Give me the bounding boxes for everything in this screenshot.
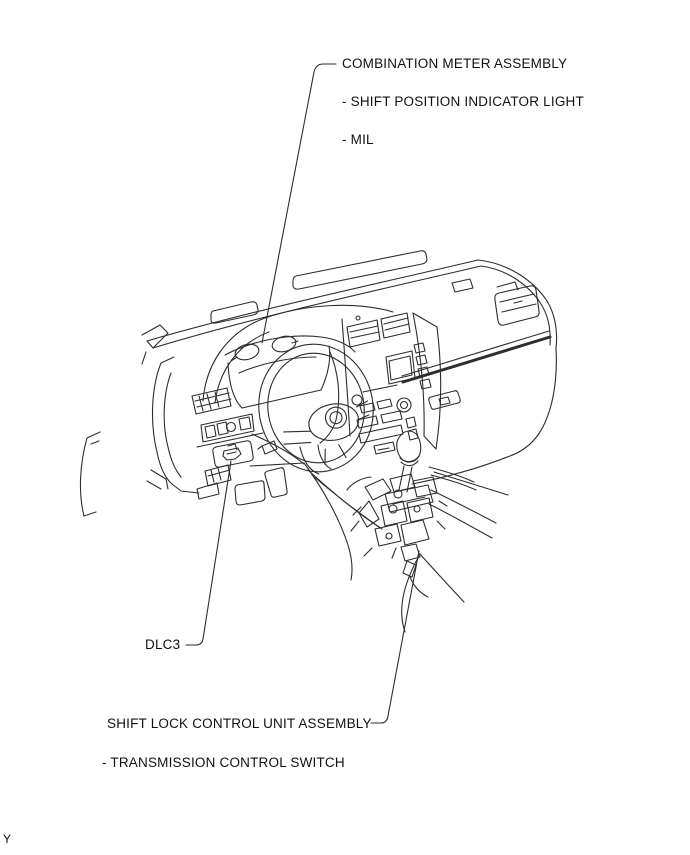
dlc3-connector (213, 441, 253, 467)
dash-left-end (80, 357, 199, 516)
center-stack (342, 313, 441, 454)
pedals (235, 468, 287, 505)
shift-lock-control-unit (351, 474, 447, 597)
dlc3-leader-line (186, 461, 231, 645)
label-transmission-control-switch: - TRANSMISSION CONTROL SWITCH (102, 755, 345, 770)
dash-right-glove-box (402, 260, 557, 484)
label-shift-position-indicator-light: - SHIFT POSITION INDICATOR LIGHT (342, 94, 584, 109)
floor-console (250, 434, 508, 632)
label-mil: - MIL (342, 132, 374, 147)
label-combination-meter-assembly: COMBINATION METER ASSEMBLY (342, 56, 568, 71)
label-shift-lock-control-unit-assembly: SHIFT LOCK CONTROL UNIT ASSEMBLY (107, 716, 372, 731)
label-dlc3: DLC3 (145, 637, 181, 652)
leader-lines (186, 64, 419, 723)
page-marker: Y (3, 832, 12, 846)
